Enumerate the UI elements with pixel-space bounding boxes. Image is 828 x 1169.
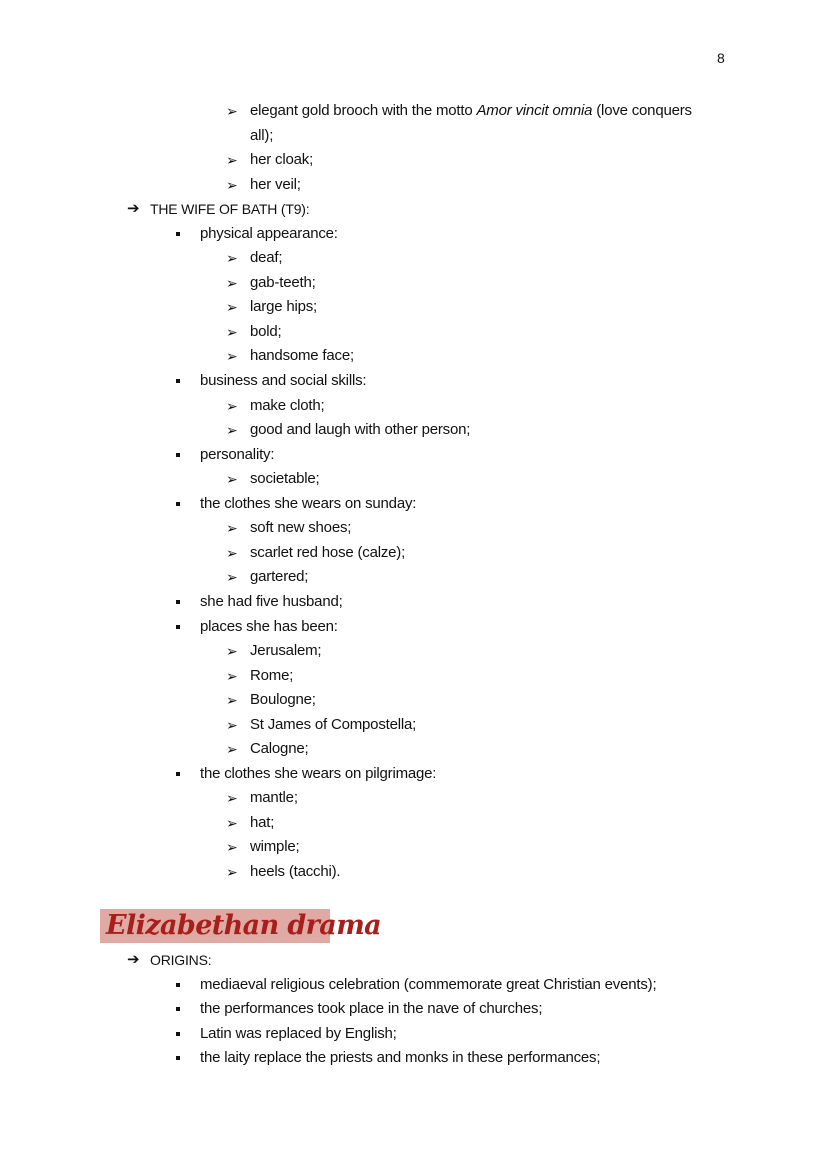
list-item: mediaeval religious celebration (commemorate great Christian events); <box>200 976 657 993</box>
square-bullet-icon <box>176 772 180 776</box>
triangle-bullet-icon: ➢ <box>226 275 238 291</box>
triangle-bullet-icon: ➢ <box>226 643 238 659</box>
triangle-bullet-icon: ➢ <box>226 545 238 561</box>
square-bullet-icon <box>176 453 180 457</box>
list-item: gartered; <box>250 568 309 585</box>
list-item: hat; <box>250 814 275 831</box>
section-heading-wife-of-bath: THE WIFE OF BATH (T9): <box>150 201 310 217</box>
square-bullet-icon <box>176 625 180 629</box>
triangle-bullet-icon: ➢ <box>226 741 238 757</box>
list-item-places: places she has been: <box>200 618 338 635</box>
triangle-bullet-icon: ➢ <box>226 422 238 438</box>
list-item-personality: personality: <box>200 446 275 463</box>
triangle-bullet-icon: ➢ <box>226 299 238 315</box>
list-item: large hips; <box>250 298 318 315</box>
list-item: Jerusalem; <box>250 642 322 659</box>
triangle-bullet-icon: ➢ <box>226 692 238 708</box>
list-item: her veil; <box>250 176 301 193</box>
list-item: soft new shoes; <box>250 519 352 536</box>
list-item-physical-appearance: physical appearance: <box>200 225 338 242</box>
arrow-right-icon: ➔ <box>127 200 140 217</box>
square-bullet-icon <box>176 983 180 987</box>
triangle-bullet-icon: ➢ <box>226 348 238 364</box>
square-bullet-icon <box>176 1007 180 1011</box>
list-item: handsome face; <box>250 347 354 364</box>
triangle-bullet-icon: ➢ <box>226 177 238 193</box>
triangle-bullet-icon: ➢ <box>226 471 238 487</box>
triangle-bullet-icon: ➢ <box>226 864 238 880</box>
list-item: the performances took place in the nave of churches; <box>200 1000 543 1017</box>
triangle-bullet-icon: ➢ <box>226 717 238 733</box>
list-item-business-skills: business and social skills: <box>200 372 367 389</box>
square-bullet-icon <box>176 379 180 383</box>
list-item-husband: she had five husband; <box>200 593 343 610</box>
triangle-bullet-icon: ➢ <box>226 520 238 536</box>
triangle-bullet-icon: ➢ <box>226 250 238 266</box>
section-title: Elizabethan drama <box>106 910 382 941</box>
list-item: good and laugh with other person; <box>250 421 471 438</box>
list-item: Latin was replaced by English; <box>200 1025 397 1042</box>
list-item: make cloth; <box>250 397 325 414</box>
list-item: Boulogne; <box>250 691 316 708</box>
triangle-bullet-icon: ➢ <box>226 398 238 414</box>
page-number: 8 <box>717 50 725 66</box>
triangle-bullet-icon: ➢ <box>226 668 238 684</box>
list-item-sunday-clothes: the clothes she wears on sunday: <box>200 495 417 512</box>
square-bullet-icon <box>176 1056 180 1060</box>
list-item: scarlet red hose (calze); <box>250 544 406 561</box>
list-item: the laity replace the priests and monks in these performances; <box>200 1049 601 1066</box>
motto-text: Amor vincit omnia <box>476 102 593 119</box>
list-item-pilgrimage-clothes: the clothes she wears on pilgrimage: <box>200 765 437 782</box>
list-item: mantle; <box>250 789 298 806</box>
triangle-bullet-icon: ➢ <box>226 103 238 119</box>
list-item: gab-teeth; <box>250 274 316 291</box>
list-item: bold; <box>250 323 282 340</box>
triangle-bullet-icon: ➢ <box>226 152 238 168</box>
arrow-right-icon: ➔ <box>127 951 140 968</box>
triangle-bullet-icon: ➢ <box>226 790 238 806</box>
triangle-bullet-icon: ➢ <box>226 324 238 340</box>
list-item: deaf; <box>250 249 283 266</box>
list-item: her cloak; <box>250 151 314 168</box>
list-item-brooch: elegant gold brooch with the motto Amor vincit omnia (love conquers <box>250 102 692 119</box>
list-item: heels (tacchi). <box>250 863 341 880</box>
list-item: societable; <box>250 470 320 487</box>
list-item-brooch-continued: all); <box>250 127 274 144</box>
list-item: Calogne; <box>250 740 309 757</box>
list-item: St James of Compostella; <box>250 716 417 733</box>
list-item: wimple; <box>250 838 300 855</box>
list-item: Rome; <box>250 667 294 684</box>
section-heading-origins: ORIGINS: <box>150 952 212 968</box>
square-bullet-icon <box>176 600 180 604</box>
triangle-bullet-icon: ➢ <box>226 815 238 831</box>
triangle-bullet-icon: ➢ <box>226 569 238 585</box>
square-bullet-icon <box>176 1032 180 1036</box>
square-bullet-icon <box>176 502 180 506</box>
square-bullet-icon <box>176 232 180 236</box>
triangle-bullet-icon: ➢ <box>226 839 238 855</box>
